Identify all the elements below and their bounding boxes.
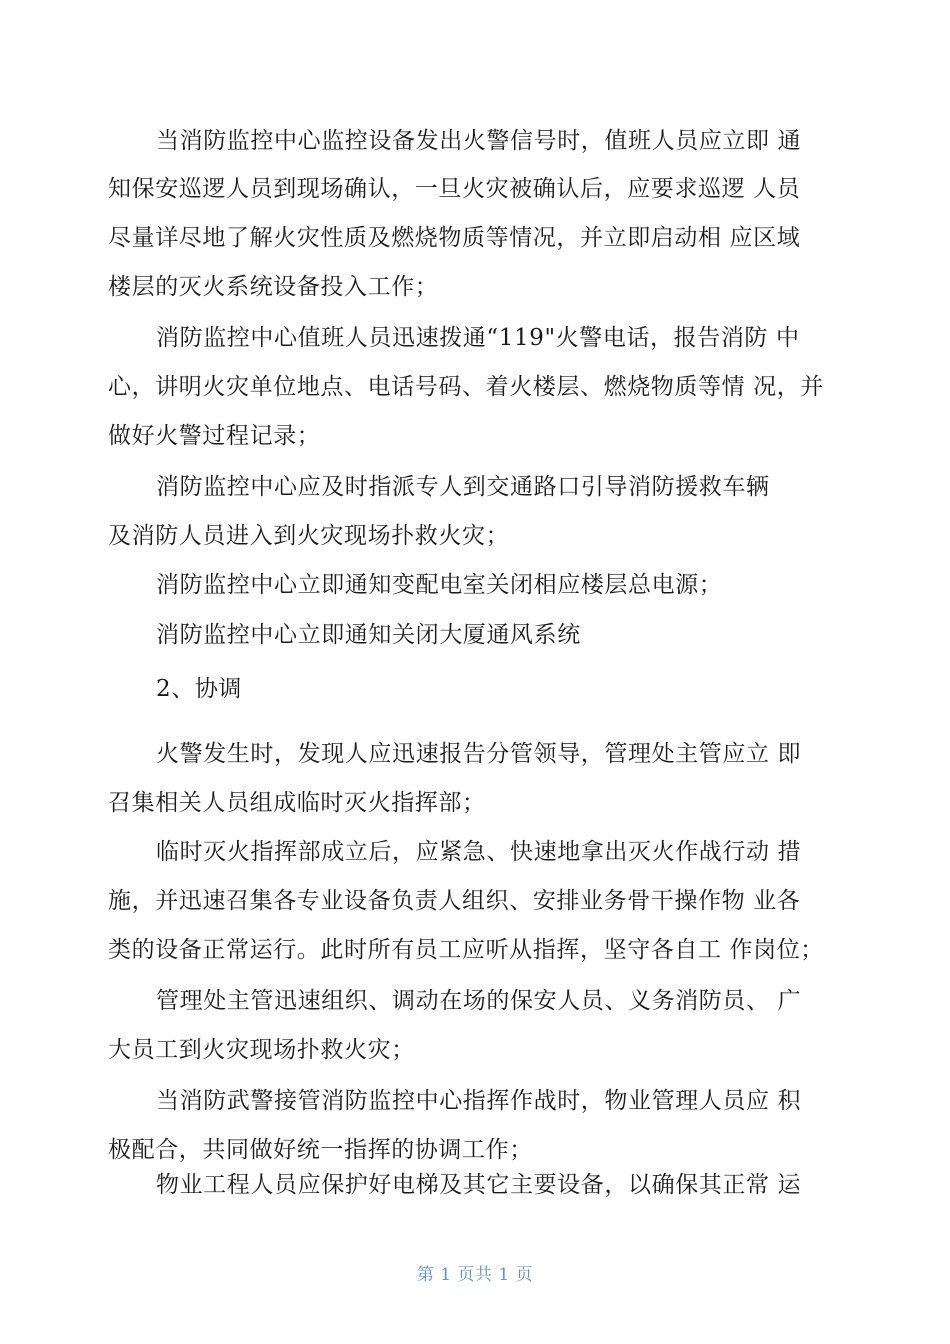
text-line: 做好火警过程记录； — [108, 423, 321, 449]
text-line: 消防监控中心应及时指派专人到交通路口引导消防援救车辆 — [156, 474, 770, 500]
text-line: 极配合，共同做好统一指挥的协调工作； — [108, 1137, 533, 1163]
text-line: 知保安巡逻人员到现场确认，一旦火灾被确认后，应要求巡逻 人员 — [108, 176, 801, 202]
text-line: 物业工程人员应保护好电梯及其它主要设备，以确保其正常 运 — [156, 1172, 802, 1198]
text-line: 消防监控中心立即通知关闭大厦通风系统 — [156, 622, 581, 648]
text-line: 类的设备正常运行。此时所有员工应听从指挥，坚守各自工 作岗位； — [108, 937, 824, 963]
text-line: 临时灭火指挥部成立后，应紧急、快速地拿出灭火作战行动 措 — [156, 839, 802, 865]
text-line: 火警发生时，发现人应迅速报告分管领导，管理处主管应立 即 — [156, 741, 802, 767]
text-line: 管理处主管迅速组织、调动在场的保安人员、义务消防员、 广 — [156, 988, 802, 1014]
text-line: 召集相关人员组成临时灭火指挥部； — [108, 790, 486, 816]
text-line: 施，并迅速召集各专业设备负责人组织、安排业务骨干操作物 业各 — [108, 888, 801, 914]
section-heading: 2、协调 — [156, 676, 243, 702]
page-number-footer: 第 1 页共 1 页 — [416, 1265, 534, 1285]
text-line: 消防监控中心立即通知变配电室关闭相应楼层总电源； — [156, 572, 723, 598]
text-line: 尽量详尽地了解火灾性质及燃烧物质等情况，并立即启动相 应区域 — [108, 225, 801, 251]
text-line: 当消防监控中心监控设备发出火警信号时，值班人员应立即 通 — [156, 128, 802, 154]
text-line: 心，讲明火灾单位地点、电话号码、着火楼层、燃烧物质等情 况，并 — [108, 374, 824, 400]
text-line: 大员工到火灾现场扑救火灾； — [108, 1037, 415, 1063]
text-line: 及消防人员进入到火灾现场扑救火灾； — [108, 523, 510, 549]
text-line: 当消防武警接管消防监控中心指挥作战时，物业管理人员应 积 — [156, 1088, 802, 1114]
text-line: 消防监控中心值班人员迅速拨通“119"火警电话，报告消防 中 — [156, 325, 800, 351]
text-line: 楼层的灭火系统设备投入工作； — [108, 274, 439, 300]
